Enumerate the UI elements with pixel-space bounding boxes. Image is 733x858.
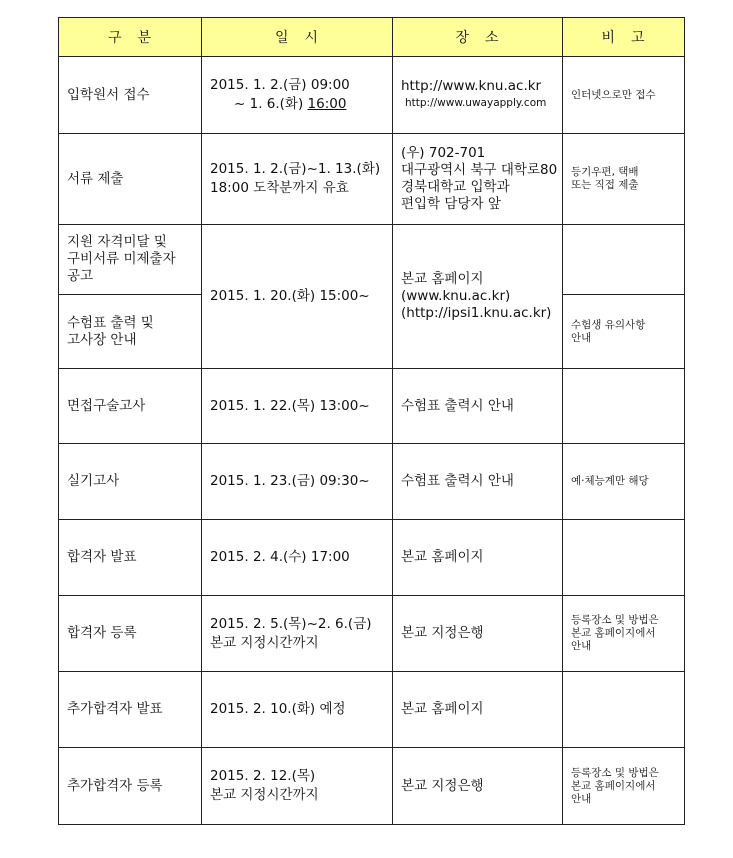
category-cell: 추가합격자 발표 bbox=[59, 672, 202, 748]
table-row bbox=[59, 596, 685, 672]
category-cell: 면접구술고사 bbox=[59, 369, 202, 444]
header-note: 비 고 bbox=[563, 18, 685, 57]
category-cell: 합격자 발표 bbox=[59, 520, 202, 596]
knu-link[interactable]: http://www.knu.ac.kr bbox=[401, 78, 542, 94]
header-row bbox=[59, 18, 685, 57]
header-place: 장 소 bbox=[393, 18, 563, 57]
datetime-cell: 2015. 2. 12.(목) 본교 지정시간까지 bbox=[202, 748, 393, 825]
table-row bbox=[59, 57, 685, 134]
table-row bbox=[59, 444, 685, 520]
note-cell: 예·체능계만 해당 bbox=[563, 444, 685, 520]
datetime-cell: 2015. 1. 2.(금)~1. 13.(화) 18:00 도착분까지 유효 bbox=[202, 134, 393, 225]
note-cell: 등기우편, 택배 또는 직접 제출 bbox=[563, 134, 685, 225]
place-cell: 본교 홈페이지 bbox=[393, 520, 563, 596]
note-cell bbox=[563, 672, 685, 748]
note-cell: 등록장소 및 방법은 본교 홈페이지에서 안내 bbox=[563, 748, 685, 825]
datetime-cell: 2015. 1. 22.(목) 13:00~ bbox=[202, 369, 393, 444]
datetime-cell: 2015. 2. 5.(목)~2. 6.(금) 본교 지정시간까지 bbox=[202, 596, 393, 672]
place-cell: 본교 홈페이지 bbox=[393, 672, 563, 748]
note-cell: 인터넷으로만 접수 bbox=[563, 57, 685, 134]
table-row bbox=[59, 672, 685, 748]
category-cell: 추가합격자 등록 bbox=[59, 748, 202, 825]
schedule-table bbox=[58, 17, 685, 825]
category-cell: 지원 자격미달 및 구비서류 미제출자 공고 bbox=[59, 225, 202, 295]
table-row bbox=[59, 520, 685, 596]
place-cell bbox=[393, 57, 563, 134]
table-row bbox=[59, 225, 685, 295]
category-cell: 입학원서 접수 bbox=[59, 57, 202, 134]
place-cell: 본교 지정은행 bbox=[393, 596, 563, 672]
table-row bbox=[59, 748, 685, 825]
note-cell bbox=[563, 369, 685, 444]
category-cell: 실기고사 bbox=[59, 444, 202, 520]
datetime-cell: 2015. 2. 10.(화) 예정 bbox=[202, 672, 393, 748]
note-cell bbox=[563, 520, 685, 596]
table-row bbox=[59, 369, 685, 444]
place-cell: 수험표 출력시 안내 bbox=[393, 369, 563, 444]
place-cell: 수험표 출력시 안내 bbox=[393, 444, 563, 520]
header-datetime: 일 시 bbox=[202, 18, 393, 57]
datetime-cell: 2015. 1. 20.(화) 15:00~ bbox=[202, 225, 393, 369]
table-row bbox=[59, 134, 685, 225]
category-cell: 수험표 출력 및 고사장 안내 bbox=[59, 295, 202, 369]
category-cell: 합격자 등록 bbox=[59, 596, 202, 672]
place-cell: 본교 지정은행 bbox=[393, 748, 563, 825]
note-cell: 수험생 유의사항 안내 bbox=[563, 295, 685, 369]
place-cell: (우) 702-701 대구광역시 북구 대학로80 경북대학교 입학과 편입학 담당자 앞 bbox=[393, 134, 563, 225]
uwayapply-link[interactable]: http://www.uwayapply.com bbox=[405, 97, 547, 109]
category-cell: 서류 제출 bbox=[59, 134, 202, 225]
header-category: 구 분 bbox=[59, 18, 202, 57]
datetime-cell: 2015. 2. 4.(수) 17:00 bbox=[202, 520, 393, 596]
datetime-cell: 2015. 1. 2.(금) 09:00 ~ 1. 6.(화) 16:00 bbox=[202, 57, 393, 134]
place-cell: 본교 홈페이지 (www.knu.ac.kr) (http://ipsi1.knu.ac.kr) bbox=[393, 225, 563, 369]
datetime-cell: 2015. 1. 23.(금) 09:30~ bbox=[202, 444, 393, 520]
note-cell bbox=[563, 225, 685, 295]
note-cell: 등록장소 및 방법은 본교 홈페이지에서 안내 bbox=[563, 596, 685, 672]
